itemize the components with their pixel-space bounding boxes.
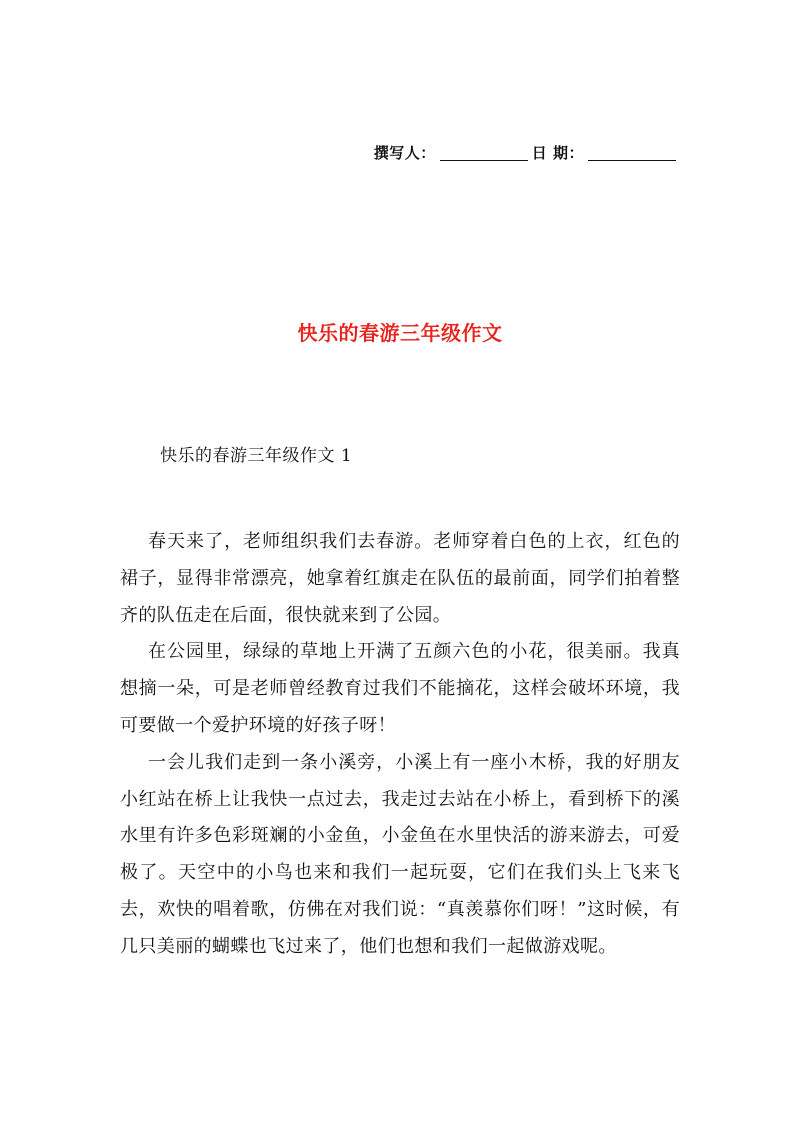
date-label: 日 期：	[531, 144, 584, 162]
author-blank	[440, 159, 528, 161]
paragraph-1: 春天来了，老师组织我们去春游。老师穿着白色的上衣，红色的裙子，显得非常漂亮，她拿着红旗走在队伍的最前面，同学们拍着整齐的队伍走在后面，很快就来到了公园。	[120, 531, 680, 626]
author-date-line	[374, 142, 680, 163]
essay-body	[120, 524, 680, 966]
date-blank	[588, 159, 676, 161]
paragraph-2: 在公园里，绿绿的草地上开满了五颜六色的小花，很美丽。我真想摘一朵，可是老师曾经教育过我们不能摘花，这样会破坏环境，我可要做一个爱护环境的好孩子呀！	[120, 641, 680, 736]
essay-subheading: 快乐的春游三年级作文 1	[160, 446, 353, 466]
author-label: 撰写人：	[373, 144, 436, 162]
paragraph-3: 一会儿我们走到一条小溪旁，小溪上有一座小木桥，我的好朋友小红站在桥上让我快一点过去，我走过去站在小桥上，看到桥下的溪水里有许多色彩斑斓的小金鱼，小金鱼在水里快活的游来游去，可爱极了。天空中的小鸟也来和我们一起玩耍，它们在我们头上飞来飞去，欢快的唱着歌，仿佛在对我们说：“真羡慕你们呀！”这时候，有几只美丽的蝴蝶也飞过来了，他们也想和我们一起做游戏呢。	[120, 751, 680, 957]
document-title: 快乐的春游三年级作文	[297, 321, 503, 345]
